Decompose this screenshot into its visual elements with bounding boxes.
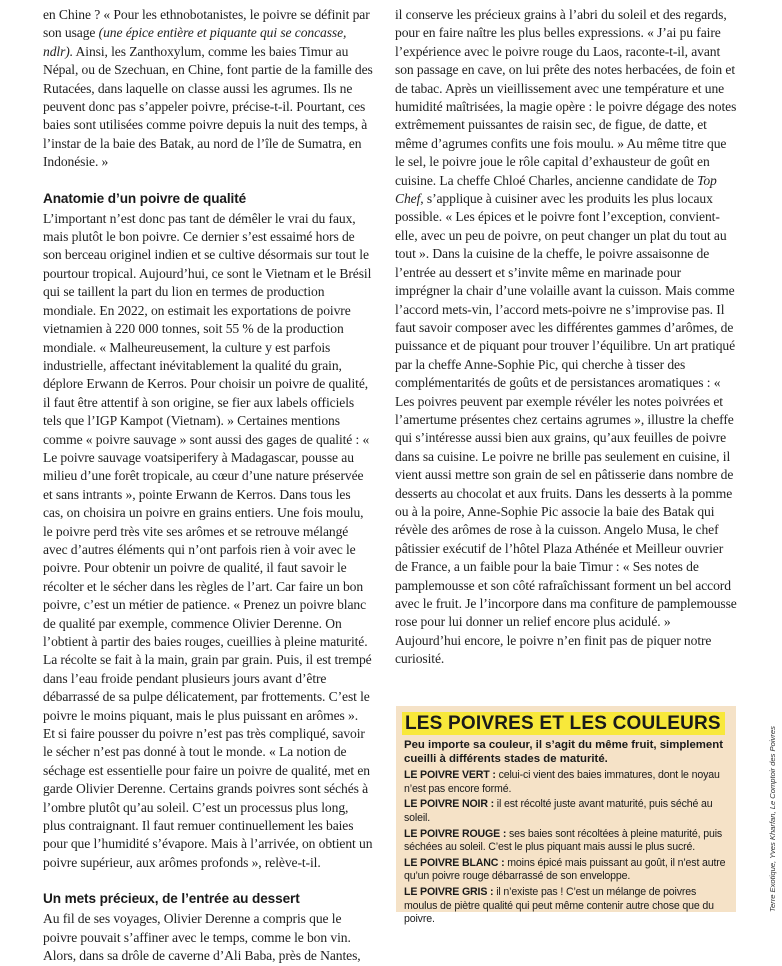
- paragraph-text: il conserve les précieux grains à l’abri du soleil et des regards, pour en faire naître les plus belles expressions. « J’ai pu faire l’expérience avec le poivre rouge du Laos, raconte-t-il, avant son passage en cave, on lui prête des notes herbacées, de foin et de tabac. Après un vieillissement avec une température et une humidité maîtrisées, la magie opère : le poivre dégage des notes extrêmement puissantes de raisin sec, de figue, de datte, et même d’agrumes confits une fois moulu. » Au même titre que le sel, le poivre joue le rôle capital d’exhausteur de goût en cuisine. La cheffe Chloé Charles, ancienne candidate de: [395, 7, 737, 188]
- box-item-label: LE POIVRE GRIS :: [404, 885, 494, 898]
- paragraph-text: en Chine ? « Pour les ethnobotanistes, le poivre se définit par son usage: [43, 7, 370, 41]
- box-title: LES POIVRES ET LES COULEURS: [402, 712, 725, 735]
- box-item-label: LE POIVRE VERT :: [404, 769, 496, 782]
- article-left-column: [43, 6, 373, 966]
- section-heading: Anatomie d’un poivre de qualité: [43, 190, 247, 206]
- box-item-label: LE POIVRE NOIR :: [404, 798, 495, 811]
- box-item-label: LE POIVRE ROUGE :: [404, 827, 507, 840]
- box-item-text: il est récolté juste avant maturité, puis séché au soleil.: [404, 798, 713, 824]
- paragraph: [395, 6, 738, 669]
- paragraph: Au fil de ses voyages, Olivier Derenne a compris que le poivre pouvait s’affiner avec le temps, comme le bon vin. Alors, dans sa drôle de caverne d’Ali Baba, près de Nantes,: [43, 911, 361, 964]
- box-item-black-pepper: [404, 798, 728, 825]
- article-right-column: [395, 6, 738, 669]
- box-item-label: LE POIVRE BLANC :: [404, 856, 505, 869]
- photo-credit: Terre Exotique, Yves Kharfan, Le Comptoir des Poivres: [768, 726, 777, 912]
- show-title-italic: Top Chef: [395, 172, 717, 207]
- box-item-text: il n’existe pas ! C’est un mélange de poivres moulus de piètre qualité qui peut même contenir autre chose que du poivre.: [404, 885, 714, 926]
- paragraph-italic-text: (une épice entière et piquante qui se concasse, ndlr).: [43, 25, 347, 59]
- box-item-green-pepper: [404, 769, 728, 796]
- box-item-text: celui-ci vient des baies immatures, dont le noyau n’est pas encore formé.: [404, 769, 720, 795]
- box-item-red-pepper: [404, 828, 728, 855]
- box-item-white-pepper: [404, 857, 728, 884]
- section-heading: Un mets précieux, de l’entrée au dessert: [43, 891, 300, 907]
- paragraph-text: , s’applique à cuisiner avec les produits les plus locaux possible. « Les épices et le poivre font l’exception, convient-elle, avec un peu de poivre, on peut changer un plat du tout au tout ». Dans la cuisine de la cheffe, le poivre assaisonne de l’entrée au dessert et s’invite même en marinade pour imprégner la chair d’une volaille avant la cuisson. Mais comme l’accord mets-vin, l’accord mets-poivre ne s’improvise pas. Il faut savoir composer avec les différentes gammes d’arômes, de puissance et de piquant pour trouver l’équilibre. Un art pratiqué par la cheffe Anne-Sophie Pic, qui cherche à tisser des complémentarités de goûts et de persistances aromatiques : « Les poivres peuvent par exemple révéler les notes poivrées et l’amertume présentes chez certains agrumes », illustre la cheffe qui s’intéresse aussi bien aux grains, qu’aux feuilles de poivre dans sa cuisine. Le poivre ne brille pas seulement en cuisine, il vient aussi mettre son grain de sel en pâtisserie dans nombre de desserts au chocolat et aux fruits. Dans les desserts à la pomme ou à la poire, Anne-Sophie Pic associe la baie des Batak qui révèle des arômes de rose à la cuisson. Angelo Musa, le chef pâtissier exécutif de l’hôtel Plaza Athénée et Meilleur ouvrier de France, a un faible pour la baie Timur : « Ses notes de pamplemousse et son côté rafraîchissant forment un bel accord avec le fruit. Je l’incorpore dans ma confiture de pamplemousse rose pour lui donner un relief encore plus acidulé. » Aujourd’hui encore, le poivre n’en finit pas de piquer notre curiosité.: [395, 191, 737, 667]
- box-intro: Peu importe sa couleur, il s’agit du même fruit, simplement cueilli à différents stades de maturité.: [404, 739, 724, 765]
- sidebar-box-pepper-colors: [396, 706, 736, 926]
- box-item-text: ses baies sont récoltées à pleine maturité, puis séchées au soleil. C’est le plus piquant mais aussi le plus sucré.: [404, 827, 723, 854]
- paragraph-text: Ainsi, les Zanthoxylum, comme les baies Timur au Népal, ou de Szechuan, en Chine, font partie de la famille des Rutacées, dans laquelle on classe aussi les agrumes. Ils ne peuvent donc pas s’appeler poivre, précise-t-il. Pourtant, ces baies sont utilisées comme poivre depuis la nuit des temps, à l’instar de la baie des Batak, au nord de l’île de Sumatra, en Indonésie. »: [43, 43, 373, 170]
- box-item-grey-pepper: [404, 886, 728, 927]
- paragraph: [43, 6, 373, 172]
- box-item-text: moins épicé mais puissant au goût, il n’est autre qu’un poivre rouge débarrassé de son enveloppe.: [404, 856, 726, 883]
- paragraph: L’important n’est donc pas tant de démêler le vrai du faux, mais plutôt le bon poivre. Ce dernier s’est essaimé hors de son berceau originel indien et se cultive désormais sur tout le pourtour tropical. Aujourd’hui, ce sont le Vietnam et le Brésil qui se taillent la part du lion en termes de production mondiale. En 2022, on estimait les exportations de poivre vietnamien à 220 000 tonnes, soit 55 % de la production mondiale. « Malheureusement, la culture y est parfois industrielle, affectant inévitablement la qualité du grain, déplore Erwann de Kerros. Pour choisir un poivre de qualité, il faut être attentif à son origine, se fier aux labels officiels tels que l’IGP Kampot (Vietnam). » Certaines mentions comme « poivre sauvage » sont aussi des gages de qualité : « Le poivre sauvage voatsiperifery à Madagascar, pousse au milieu d’une forêt tropicale, au cœur d’une nature préservée et sans intrants », pointe Erwann de Kerros. Dans tous les cas, on choisira un poivre en grains entiers. Une fois moulu, le poivre perd très vite ses arômes et se retrouve mélangé avec d’autres éléments qui n’ont parfois rien à voir avec le poivre. Pour obtenir un poivre de qualité, il faut savoir le récolter et le sécher dans les règles de l’art. Car faire un bon poivre, c’est un métier de patience. « Prenez un poivre blanc de qualité par exemple, commence Olivier Derenne. On l’obtient à partir des baies rouges, cueillies à pleine maturité. La récolte se fait à la main, grain par grain. Puis, il est trempé dans l’eau froide pendant plusieurs jours avant d’être débarrassé de sa pulpe délicatement, par frottements. C’est le poivre le moins piquant, mais le plus puissant en arômes ». Et si faire pousser du poivre n’est pas très compliqué, savoir le sécher n’est pas donné à tout le monde. « La notion de séchage est essentielle pour faire un poivre de qualité, met en garde Olivier Derenne. Certains grands poivres sont séchés à l’ombre plutôt qu’au soleil. C’est un processus plus long, plus contraignant. Il faut remuer continuellement les baies pour que l’humidité s’évapore. Mais à l’arrivée, on obtient un poivre supérieur, aux arômes profonds », relève-t-il.: [43, 210, 373, 870]
